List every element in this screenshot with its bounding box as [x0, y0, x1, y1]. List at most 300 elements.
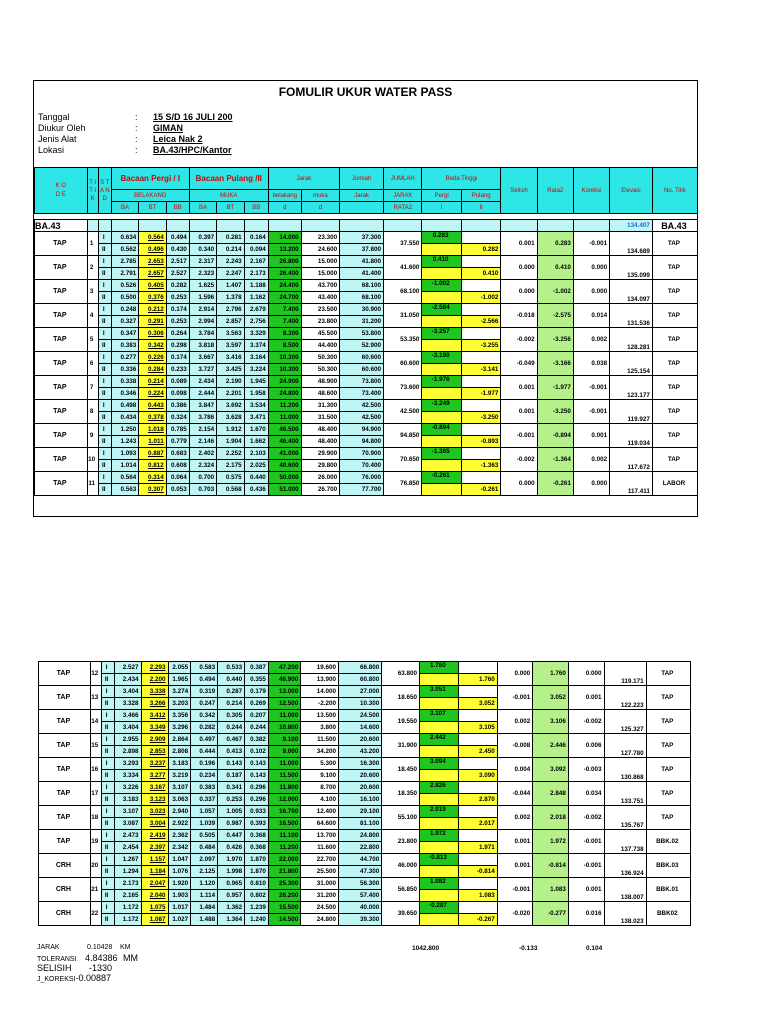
bt-cell: 0.378 [139, 412, 166, 424]
rata-cell: -0.894 [537, 424, 573, 448]
bt-cell: 1.075 [141, 902, 168, 914]
rata-cell: -3.166 [537, 352, 573, 376]
beda-pulang-cell: 1.971 [458, 842, 497, 854]
header-beda-tinggi: Beda Tinggi [422, 168, 501, 190]
jarak-belakang-cell: 24.700 [268, 292, 301, 304]
table-row [39, 734, 691, 746]
selisih-cell: 0.000 [501, 472, 537, 496]
ba-cell: 1.172 [114, 914, 141, 926]
jumlah-cell: 41.400 [340, 268, 384, 280]
blank-cell [384, 220, 422, 232]
jumlah-cell: 70.400 [340, 460, 384, 472]
jarak-belakang-cell: 12.000 [268, 794, 300, 806]
rata-cell: -3.250 [537, 400, 573, 424]
header-rata2-sub: RATA2 [384, 202, 422, 214]
selisih-cell: 0.002 [497, 806, 533, 830]
bt-cell: 2.397 [141, 842, 168, 854]
jarak-muka-cell: 11.500 [301, 734, 339, 746]
koreksi-cell: 0.000 [573, 472, 609, 496]
beda-pergi-cell: -1.365 [422, 448, 462, 460]
bb-cell: 0.253 [166, 292, 189, 304]
pulang-bb-cell: 0.368 [245, 842, 269, 854]
pulang-bt-cell: 0.965 [218, 878, 245, 890]
bb-cell: 2.808 [168, 746, 191, 758]
kode-cell: TAP [39, 782, 91, 806]
selisih-cell: 0.001 [501, 232, 537, 256]
titik-cell: 4 [87, 304, 98, 328]
pulang-bb-cell: 1.945 [244, 376, 268, 388]
jarak-muka-cell: 11.600 [301, 842, 339, 854]
ba-cell: 0.434 [111, 412, 138, 424]
jumlah-cell: 43.200 [339, 746, 382, 758]
jarak-muka-cell: 34.200 [301, 746, 339, 758]
jumlah-cell: 10.300 [339, 698, 382, 710]
pulang-ba-cell: 2.444 [189, 388, 216, 400]
beda-pulang-blank [458, 782, 497, 794]
koreksi-cell: 0.002 [573, 448, 609, 472]
jumlah-jarak-cell: 18.350 [382, 782, 420, 806]
bt-cell: 2.419 [141, 830, 168, 842]
stand-cell: I [101, 710, 114, 722]
jarak-muka-cell: 44.400 [301, 340, 339, 352]
pulang-bb-cell: 0.094 [244, 244, 268, 256]
jarak-muka-cell: 9.100 [301, 770, 339, 782]
jarak-belakang-cell: 11.500 [268, 770, 300, 782]
pulang-ba-cell: 3.847 [189, 400, 216, 412]
info-block [38, 112, 233, 156]
bt-cell: 0.214 [139, 376, 166, 388]
beda-pulang-blank [461, 376, 501, 388]
pulang-bt-cell: 1.362 [218, 902, 245, 914]
pulang-bt-cell: 2.190 [217, 376, 244, 388]
jarak-muka-cell: 15.000 [301, 268, 339, 280]
pulang-bb-cell: 3.374 [244, 340, 268, 352]
pulang-bb-cell: 0.244 [245, 722, 269, 734]
pulang-ba-cell: 1.596 [189, 292, 216, 304]
no-titik-cell: BBK.03 [646, 854, 690, 878]
kode-cell: TAP [35, 280, 88, 304]
pulang-ba-cell: 1.484 [191, 902, 218, 914]
table-row [39, 710, 691, 722]
jarak-muka-cell: 19.600 [301, 662, 339, 674]
koreksi-cell: -0.001 [568, 854, 604, 878]
selisih-cell: 0.001 [501, 400, 537, 424]
pulang-bt-cell: 0.281 [217, 232, 244, 244]
header-roman-2: II [461, 202, 501, 214]
no-titik-cell: BBK.02 [646, 830, 690, 854]
ba-cell: 2.785 [111, 256, 138, 268]
table-row [39, 782, 691, 794]
koreksi-cell: 0.034 [568, 782, 604, 806]
table-row [35, 352, 698, 364]
titik-cell: 10 [87, 448, 98, 472]
koreksi-cell: 0.000 [573, 280, 609, 304]
pulang-bt-cell: 0.214 [218, 698, 245, 710]
info-value: GIMAN [153, 123, 183, 133]
jarak-belakang-cell: 14.000 [268, 232, 301, 244]
beda-pergi-blank [422, 292, 462, 304]
ba-cell: 3.334 [114, 770, 141, 782]
header-selisih: Selisih [501, 168, 537, 214]
stand-cell: II [101, 746, 114, 758]
jumlah-cell: 60.800 [339, 674, 382, 686]
rata-cell: 1.760 [533, 662, 569, 686]
header-pergi-sub: Pergi [422, 190, 462, 202]
beda-pulang-cell: -1.363 [461, 460, 501, 472]
beda-pergi-cell: -2.584 [422, 304, 462, 316]
jumlah-cell: 30.900 [340, 304, 384, 316]
pulang-bt-cell: 1.912 [217, 424, 244, 436]
jarak-muka-cell: 43.700 [301, 280, 339, 292]
header-d-1: d [268, 202, 301, 214]
jarak-muka-cell: 45.500 [301, 328, 339, 340]
beda-pulang-blank [461, 232, 501, 244]
kode-cell: TAP [39, 734, 91, 758]
beda-pergi-cell: 3.107 [419, 710, 458, 722]
beda-pulang-blank [461, 304, 501, 316]
info-row [38, 145, 233, 156]
no-titik-cell: TAP [652, 424, 697, 448]
beda-pulang-blank [458, 662, 497, 674]
stand-cell: II [98, 412, 111, 424]
ba-cell: 0.327 [111, 316, 138, 328]
table-row [35, 424, 698, 436]
header-titik: T I T I K [87, 168, 98, 214]
stand-cell: I [101, 686, 114, 698]
kode-cell: TAP [39, 662, 91, 686]
pulang-ba-cell: 1.488 [191, 914, 218, 926]
beda-pergi-cell: -1.976 [422, 376, 462, 388]
pulang-bb-cell: 0.102 [245, 746, 269, 758]
stand-cell: II [98, 340, 111, 352]
pulang-bt-cell: 3.563 [217, 328, 244, 340]
ba-cell: 2.791 [111, 268, 138, 280]
bt-cell: 0.887 [139, 448, 166, 460]
ba-cell: 0.634 [111, 232, 138, 244]
stand-cell: I [101, 902, 114, 914]
ba-cell: 0.526 [111, 280, 138, 292]
pulang-bt-cell: 2.796 [217, 304, 244, 316]
bt-cell: 2.293 [141, 662, 168, 674]
pulang-bt-cell: 3.628 [217, 412, 244, 424]
elevasi-cell: 138.007 [604, 878, 646, 902]
stand-cell: I [101, 758, 114, 770]
beda-pulang-blank [461, 256, 501, 268]
rata-cell: -1.002 [537, 280, 573, 304]
table-row [39, 806, 691, 818]
koreksi-cell: -0.002 [568, 710, 604, 734]
jumlah-cell: 60.600 [340, 364, 384, 376]
jumlah-jarak-cell: 55.100 [382, 806, 420, 830]
bb-cell: 3.107 [168, 782, 191, 794]
jumlah-cell: 20.600 [339, 770, 382, 782]
pulang-bb-cell: 1.162 [244, 292, 268, 304]
blank-cell [268, 220, 301, 232]
ba-cell: 0.336 [111, 364, 138, 376]
pulang-ba-cell: 2.994 [189, 316, 216, 328]
pulang-bb-cell: 0.207 [245, 710, 269, 722]
stand-cell: II [101, 890, 114, 902]
selisih-cell: -0.001 [501, 424, 537, 448]
summary-jkoreksi-label: J_KOREKSI [37, 976, 76, 983]
pulang-bt-cell: 2.247 [217, 268, 244, 280]
jumlah-cell: 16.100 [339, 794, 382, 806]
stand-cell: II [98, 388, 111, 400]
rata-cell: -1.364 [537, 448, 573, 472]
pulang-ba-cell: 0.196 [191, 758, 218, 770]
beda-pergi-cell: 1.972 [419, 830, 458, 842]
pulang-bb-cell: 2.756 [244, 316, 268, 328]
koreksi-cell: 0.038 [573, 352, 609, 376]
ba-cell: 3.466 [114, 710, 141, 722]
beda-pergi-blank [419, 866, 458, 878]
jarak-belakang-cell: 11.200 [268, 400, 301, 412]
ba-cell: 1.267 [114, 854, 141, 866]
jarak-belakang-cell: 26.200 [268, 890, 300, 902]
stand-cell: II [101, 794, 114, 806]
ba-cell: 3.183 [114, 794, 141, 806]
beda-pergi-cell: 2.019 [419, 806, 458, 818]
jarak-muka-cell: 23.300 [301, 232, 339, 244]
jumlah-cell: 31.200 [340, 316, 384, 328]
beda-pergi-cell: 3.051 [419, 686, 458, 698]
pulang-bb-cell: 1.240 [245, 914, 269, 926]
summary-toleransi-value: 4.84386 [85, 953, 118, 963]
titik-cell: 19 [90, 830, 101, 854]
stand-cell: II [98, 292, 111, 304]
beda-pulang-blank [461, 472, 501, 484]
ba-cell: 3.328 [114, 698, 141, 710]
bt-cell: 2.657 [139, 268, 166, 280]
pulang-bt-cell: 3.425 [217, 364, 244, 376]
beda-pergi-blank [419, 914, 458, 926]
header-bb-2: BB [244, 202, 268, 214]
jumlah-cell: 47.300 [339, 866, 382, 878]
beda-pergi-blank [419, 698, 458, 710]
pulang-bt-cell: 0.987 [218, 818, 245, 830]
pulang-bt-cell: 0.467 [218, 734, 245, 746]
bt-cell: 0.405 [139, 280, 166, 292]
pulang-bt-cell: 0.305 [218, 710, 245, 722]
summary-toleransi-label: TOLERANSI [37, 956, 77, 963]
beda-pulang-blank [461, 352, 501, 364]
blank-cell [461, 220, 501, 232]
form-frame [33, 80, 698, 517]
table-row [35, 472, 698, 484]
blank-cell [87, 220, 98, 232]
jumlah-cell: 60.600 [340, 352, 384, 364]
jarak-muka-cell: 5.300 [301, 758, 339, 770]
koreksi-cell: 0.000 [573, 256, 609, 280]
stand-cell: II [101, 866, 114, 878]
info-row [38, 112, 233, 123]
rata-cell: -2.575 [537, 304, 573, 328]
jarak-belakang-cell: 24.400 [268, 280, 301, 292]
jumlah-cell: 37.800 [340, 244, 384, 256]
pulang-ba-cell: 0.703 [189, 484, 216, 496]
beda-pergi-blank [419, 722, 458, 734]
jumlah-jarak-cell: 37.550 [384, 232, 422, 256]
beda-pulang-blank [458, 902, 497, 914]
rata-cell: 2.018 [533, 806, 569, 830]
jarak-belakang-cell: 11.800 [268, 782, 300, 794]
titik-cell: 12 [90, 662, 101, 686]
total-selisih: -0.133 [519, 945, 538, 952]
jumlah-cell: 39.300 [339, 914, 382, 926]
koreksi-cell: -0.001 [573, 400, 609, 424]
pulang-bb-cell: 0.143 [245, 758, 269, 770]
jarak-belakang-cell: 47.200 [268, 662, 300, 674]
rata-cell: -0.277 [533, 902, 569, 926]
jumlah-jarak-cell: 53.350 [384, 328, 422, 352]
jarak-belakang-cell: 51.000 [268, 484, 301, 496]
bb-cell: 1.076 [168, 866, 191, 878]
summary-selisih-label: SELISIH [37, 963, 72, 973]
no-titik-cell: TAP [646, 686, 690, 710]
pulang-ba-cell: 0.700 [189, 472, 216, 484]
header-no-titik: No. Titik [652, 168, 697, 214]
beda-pergi-blank [422, 364, 462, 376]
elevasi-cell: 138.023 [604, 902, 646, 926]
bt-cell: 0.443 [139, 400, 166, 412]
jumlah-jarak-cell: 94.850 [384, 424, 422, 448]
summary-selisih-value: -1330 [89, 963, 113, 973]
ba-cell: 0.347 [111, 328, 138, 340]
titik-cell: 9 [87, 424, 98, 448]
bb-cell: 0.064 [166, 472, 189, 484]
bb-cell: 1.965 [168, 674, 191, 686]
jarak-muka-cell: 14.000 [301, 686, 339, 698]
pulang-ba-cell: 0.340 [189, 244, 216, 256]
jarak-belakang-cell: 15.500 [268, 902, 300, 914]
pulang-bb-cell: 2.167 [244, 256, 268, 268]
rata-cell: 0.283 [537, 232, 573, 256]
pulang-ba-cell: 2.402 [189, 448, 216, 460]
jarak-belakang-cell: 25.300 [268, 878, 300, 890]
ba-cell: 2.473 [114, 830, 141, 842]
jarak-belakang-cell: 10.300 [268, 352, 301, 364]
bb-cell: 0.053 [166, 484, 189, 496]
stand-cell: I [98, 328, 111, 340]
jarak-muka-cell: 13.900 [301, 674, 339, 686]
jumlah-jarak-cell: 31.900 [382, 734, 420, 758]
info-row [38, 123, 233, 134]
beda-pergi-cell: 1.082 [419, 878, 458, 890]
beda-pulang-cell: 1.083 [458, 890, 497, 902]
header-jumlah: Jumlah [340, 168, 384, 190]
beda-pulang-cell: 0.410 [461, 268, 501, 280]
pulang-bt-cell: 2.857 [217, 316, 244, 328]
bb-cell: 2.362 [168, 830, 191, 842]
pulang-bt-cell: 0.341 [218, 782, 245, 794]
ba-cell: 2.454 [114, 842, 141, 854]
elevasi-cell: 122.223 [604, 686, 646, 710]
jumlah-jarak-cell: 41.600 [384, 256, 422, 280]
stand-cell: II [98, 460, 111, 472]
beda-pergi-cell: 2.442 [419, 734, 458, 746]
bb-cell: 1.920 [168, 878, 191, 890]
rata-cell: 2.848 [533, 782, 569, 806]
jarak-belakang-cell: 9.000 [268, 746, 300, 758]
header-jarak2: JARAK [384, 190, 422, 202]
jarak-muka-cell: 31.500 [301, 412, 339, 424]
table-row [39, 662, 691, 674]
pulang-bb-cell: 2.025 [244, 460, 268, 472]
jumlah-cell: 37.300 [340, 232, 384, 244]
bb-cell: 0.282 [166, 280, 189, 292]
koreksi-cell: -0.001 [573, 376, 609, 400]
bt-cell: 0.564 [139, 232, 166, 244]
jarak-muka-cell: 4.100 [301, 794, 339, 806]
table-row [35, 280, 698, 292]
beda-pergi-cell: -3.249 [422, 400, 462, 412]
summary-block [37, 943, 138, 983]
pulang-ba-cell: 3.667 [189, 352, 216, 364]
elevasi-cell: 128.281 [610, 328, 653, 352]
info-row [38, 134, 233, 145]
ba-cell: 3.087 [114, 818, 141, 830]
header-pulang-sub: Pulang [461, 190, 501, 202]
kode-cell: TAP [35, 448, 88, 472]
rata-cell: 3.106 [533, 710, 569, 734]
header-jarak-belakang: belakang [268, 190, 301, 202]
bt-cell: 0.226 [139, 352, 166, 364]
blank-cell [217, 220, 244, 232]
start-no-titik: BA.43 [652, 220, 697, 232]
jumlah-cell: 40.000 [339, 902, 382, 914]
beda-pulang-cell: -0.814 [458, 866, 497, 878]
elevasi-cell: 134.097 [610, 280, 653, 304]
kode-cell: TAP [39, 710, 91, 734]
elevasi-cell: 134.689 [610, 232, 653, 256]
rata-cell: -1.977 [537, 376, 573, 400]
table-bottom [38, 661, 691, 926]
pulang-bb-cell: 0.387 [245, 662, 269, 674]
blank-cell [139, 220, 166, 232]
kode-cell: TAP [35, 304, 88, 328]
pulang-bt-cell: 0.447 [218, 830, 245, 842]
no-titik-cell: TAP [646, 782, 690, 806]
beda-pulang-blank [461, 328, 501, 340]
jarak-muka-cell: 22.700 [301, 854, 339, 866]
beda-pergi-blank [419, 890, 458, 902]
jumlah-cell: 94.900 [340, 424, 384, 436]
bt-cell: 1.018 [139, 424, 166, 436]
pulang-ba-cell: 3.818 [189, 340, 216, 352]
bt-cell: 2.853 [141, 746, 168, 758]
koreksi-cell: 0.000 [568, 662, 604, 686]
pulang-bb-cell: 1.239 [245, 902, 269, 914]
stand-cell: I [98, 256, 111, 268]
stand-cell: I [101, 662, 114, 674]
header-jumlah-jarak: JUMLAH [384, 168, 422, 190]
bb-cell: 0.683 [166, 448, 189, 460]
jumlah-cell: 66.800 [339, 662, 382, 674]
pulang-ba-cell: 2.317 [189, 256, 216, 268]
elevasi-cell: 131.536 [610, 304, 653, 328]
bt-cell: 3.123 [141, 794, 168, 806]
beda-pulang-blank [461, 448, 501, 460]
elevasi-cell: 125.154 [610, 352, 653, 376]
bt-cell: 0.284 [139, 364, 166, 376]
header-koreksi: Koreksi [573, 168, 609, 214]
bt-cell: 2.040 [141, 890, 168, 902]
jarak-muka-cell: 50.300 [301, 364, 339, 376]
elevasi-cell: 117.672 [610, 448, 653, 472]
beda-pergi-blank [422, 412, 462, 424]
no-titik-cell: TAP [652, 280, 697, 304]
ba-cell: 3.293 [114, 758, 141, 770]
